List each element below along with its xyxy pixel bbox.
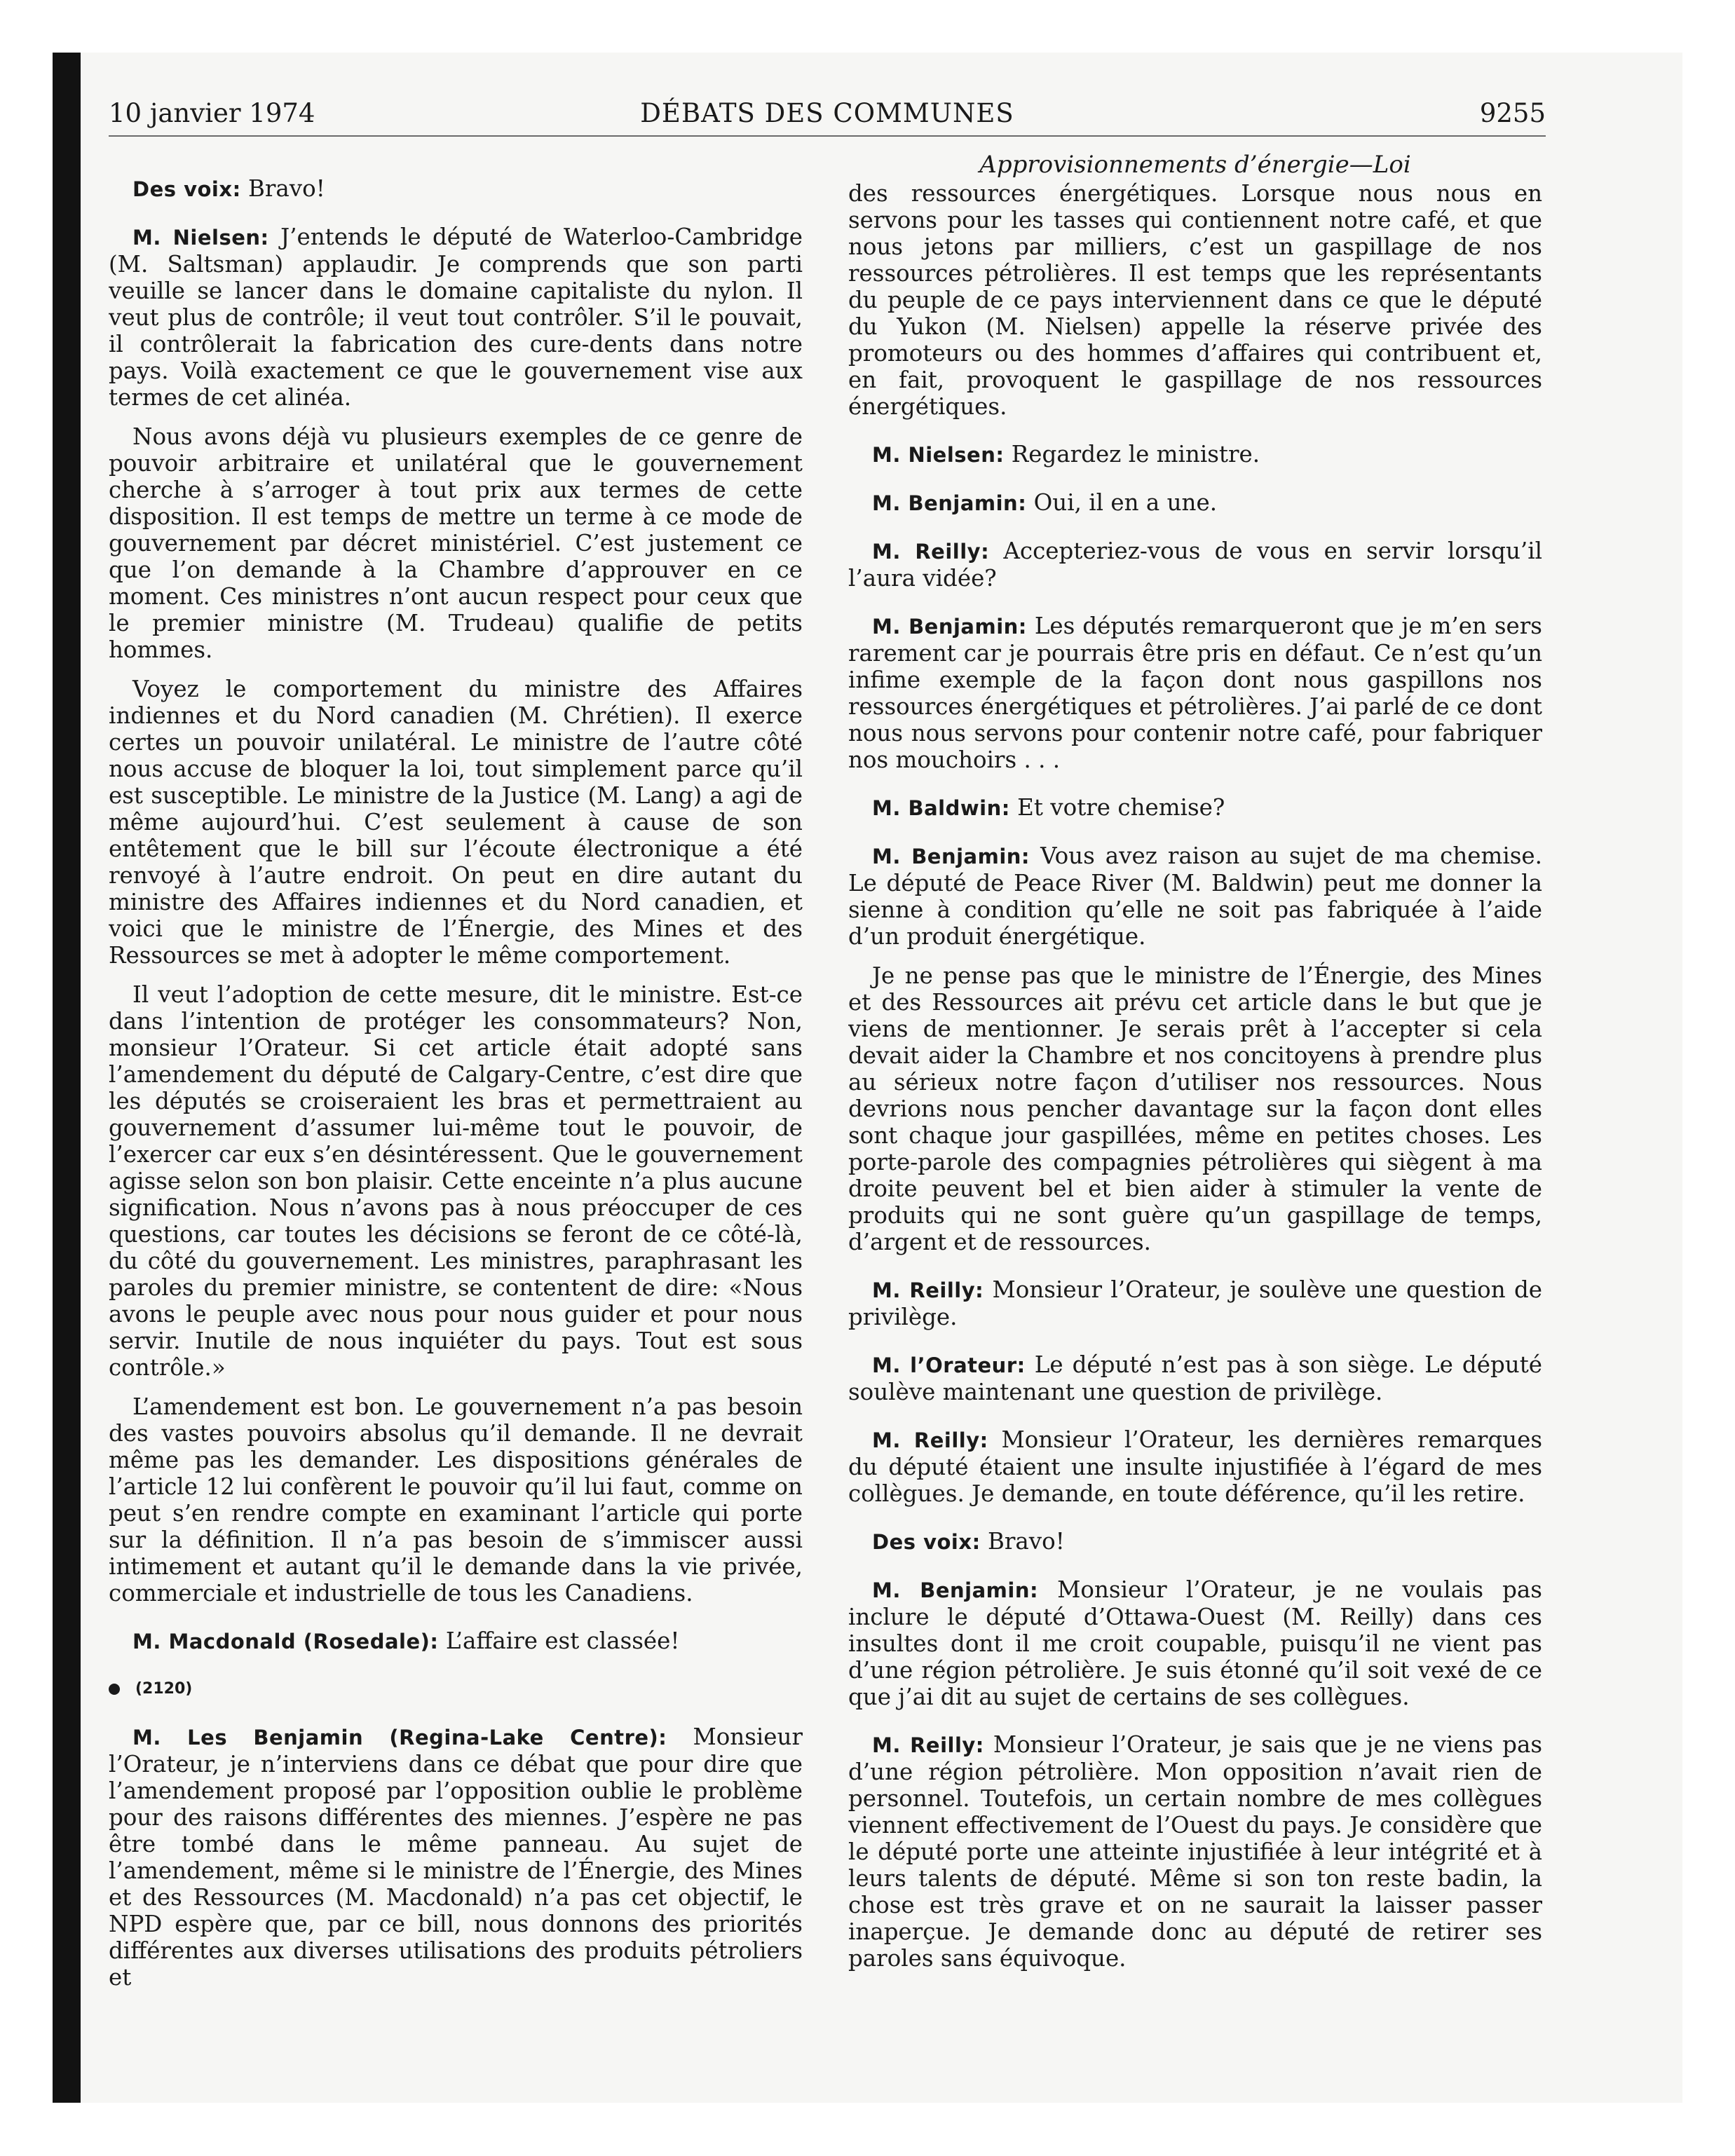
- speech-text: Vous avez raison au sujet de ma chemise. Le député de Peace River (M. Baldwin) peut me donner la sienne à condition qu’elle ne soit pas fabriquée à l’aide d’un produit énergétique.: [848, 842, 1542, 950]
- speech-text: Monsieur l’Orateur, je ne voulais pas inclure le député d’Ottawa-Ouest (M. Reilly) dans ces insultes dont il me croit coupable, puisqu’il ne vient pas d’une région pétrolière. Je suis étonné qu’il soit vexé de ce que j’ai dit au sujet de certains de ses collègues.: [848, 1576, 1542, 1710]
- page-header: [109, 98, 1546, 140]
- speaker-name: M. Benjamin:: [872, 1578, 1039, 1602]
- speaker-name: M. Baldwin:: [872, 796, 1010, 820]
- paragraph: [848, 1731, 1542, 1972]
- paragraph: [848, 794, 1542, 821]
- paragraph: L’amendement est bon. Le gouvernement n’a pas besoin des vastes pouvoirs absolus qu’il demande. Il ne devrait même pas les demander. Les dispositions générales de l’article 12 lui confèrent le pouvoir qu’il lui faut, comme on peut s’en rendre compte en examinant l’article qui porte sur la définition. Il n’a pas besoin de s’immiscer aussi intimement et autant qu’il le demande dans la vie privée, commerciale et industrielle de tous les Canadiens.: [109, 1393, 803, 1606]
- paragraph: [848, 1351, 1542, 1405]
- speaker-name: M. Reilly:: [872, 540, 990, 564]
- speech-text: Monsieur l’Orateur, je soulève une question de privilège.: [848, 1276, 1542, 1330]
- bullet-icon: [109, 1684, 120, 1695]
- speech-text: L’affaire est classée!: [438, 1628, 680, 1654]
- speech-text: Regardez le ministre.: [1004, 441, 1260, 468]
- speech-text: Oui, il en a une.: [1026, 489, 1218, 516]
- paragraph: des ressources énergétiques. Lorsque nous nous en servons pour les tasses qui contiennent notre café, et que nous jetons par milliers, c’est un gaspillage de nos ressources pétrolières. Il est temps que les représentants du peuple de ce pays interviennent dans ce que le député du Yukon (M. Nielsen) appelle la réserve privée des promoteurs ou des hommes d’affaires qui contribuent et, en fait, provoquent le gaspillage de nos ressources énergétiques.: [848, 180, 1542, 420]
- paragraph: Il veut l’adoption de cette mesure, dit le ministre. Est-ce dans l’intention de protéger les consommateurs? Non, monsieur l’Orateur. Si cet article était adopté sans l’amendement du député de Calgary-Centre, c’est dire que les députés se croiseraient les bras et permettraient au gouvernement d’assumer lui-même tout le pouvoir, de l’exercer car eux s’en désintéressent. Que le gouvernement agisse selon son bon plaisir. Cette enceinte n’a plus aucune signification. Nous n’avons pas à nous préoccuper de ces questions, car toutes les décisions se feront de ce côté-là, du côté du gouvernement. Les ministres, paraphrasant les paroles du premier ministre, se contentent de dire: «Nous avons le peuple avec nous pour nous guider et pour nous servir. Inutile de nous inquiéter du pays. Tout est sous contrôle.»: [109, 981, 803, 1381]
- speech-text: Monsieur l’Orateur, les dernières remarques du député étaient une insulte injustifiée à l’égard de mes collègues. Je demande, en toute déférence, qu’il les retire.: [848, 1426, 1542, 1507]
- speaker-name: M. Reilly:: [872, 1733, 984, 1757]
- paragraph: [848, 441, 1542, 468]
- speaker-name: M. Les Benjamin (Regina-Lake Centre):: [132, 1726, 667, 1749]
- paragraph: [848, 489, 1542, 517]
- right-column: [848, 151, 1542, 2029]
- header-date: 10 janvier 1974: [109, 98, 315, 128]
- speaker-name: M. Nielsen:: [132, 226, 269, 250]
- speech-text: Accepteriez-vous de vous en servir lorsqu’il l’aura vidée?: [848, 538, 1542, 592]
- paragraph: [848, 842, 1542, 950]
- paragraph: [848, 1426, 1542, 1507]
- speech-text: Monsieur l’Orateur, je n’interviens dans ce débat que pour dire que l’amendement proposé par l’opposition oublie le problème pour des raisons différentes des miennes. J’espère ne pas être tombé dans le même panneau. Au sujet de l’amendement, même si le ministre de l’Énergie, des Mines et des Ressources (M. Macdonald) n’a pas cet objectif, le NPD espère que, par ce bill, nous donnons des priorités différentes aux diverses utilisations des produits pétroliers et: [109, 1724, 803, 1991]
- speaker-name: M. Nielsen:: [872, 443, 1005, 467]
- speech-text: Bravo!: [980, 1528, 1065, 1555]
- speaker-name: M. Benjamin:: [872, 615, 1027, 639]
- header-page-number: 9255: [1479, 98, 1546, 128]
- speaker-name: M. l’Orateur:: [872, 1353, 1026, 1377]
- speaker-name: M. Benjamin:: [872, 491, 1027, 515]
- paragraph: Voyez le comportement du ministre des Affaires indiennes et du Nord canadien (M. Chrétien). Il exerce certes un pouvoir unilatéral. Le ministre de l’autre côté nous accuse de bloquer la loi, tout simplement parce qu’il est susceptible. Le ministre de la Justice (M. Lang) a agi de même aujourd’hui. C’est seulement à cause de son entêtement que le bill sur l’écoute électronique a été renvoyé à l’autre endroit. On peut en dire autant du ministre des Affaires indiennes et du Nord canadien, et voici que le ministre de l’Énergie, des Mines et des Ressources se met à adopter le même comportement.: [109, 676, 803, 969]
- paragraph: [109, 224, 803, 411]
- time-marker-text: (2120): [135, 1680, 193, 1698]
- paragraph: [848, 1528, 1542, 1555]
- speech-text: J’entends le député de Waterloo-Cambridge (M. Saltsman) applaudir. Je comprends que son parti veuille se lancer dans le domaine capitaliste du nylon. Il veut plus de contrôle; il veut tout contrôler. S’il le pouvait, il contrôlerait la fabrication des cure-dents dans notre pays. Voilà exactement ce que le gouvernement vise aux termes de cet alinéa.: [109, 224, 803, 411]
- paragraph: [848, 1576, 1542, 1710]
- speaker-name: M. Benjamin:: [872, 845, 1030, 868]
- speech-text: Les députés remarqueront que je m’en sers rarement car je pourrais être pris en défaut. Ce n’est qu’un infime exemple de la façon dont nous gaspillons nos ressources énergétiques et pétrolières. J’ai parlé de ce dont nous nous servons pour contenir notre café, pour fabriquer nos mouchoirs . . .: [848, 613, 1542, 773]
- header-publication: DÉBATS DES COMMUNES: [640, 98, 1014, 128]
- paragraph: [848, 613, 1542, 773]
- time-marker: [109, 1676, 803, 1703]
- speech-text: Le député n’est pas à son siège. Le député soulève maintenant une question de privilège.: [848, 1351, 1542, 1405]
- left-column: [109, 175, 803, 2054]
- speech-text: Monsieur l’Orateur, je sais que je ne viens pas d’une région pétrolière. Mon opposition n’avait rien de personnel. Toutefois, un certain nombre de mes collègues viennent effectivement de l’Ouest du pays. Je considère que le député porte une atteinte injustifiée à leur intégrité et à leurs talents de député. Même si son ton reste badin, la chose est très grave et on ne saurait la laisser passer inaperçue. Je demande donc au député de retirer ses paroles sans équivoque.: [848, 1731, 1542, 1972]
- paragraph: [848, 538, 1542, 592]
- speaker-name: M. Reilly:: [872, 1278, 984, 1302]
- paragraph: [109, 1724, 803, 1991]
- paragraph: [848, 1276, 1542, 1330]
- speech-text: Bravo!: [240, 175, 325, 202]
- paragraph: Nous avons déjà vu plusieurs exemples de ce genre de pouvoir arbitraire et unilatéral que le gouvernement cherche à s’arroger à tout prix aux termes de cette disposition. Il est temps de mettre un terme à ce mode de gouvernement par décret ministériel. C’est justement ce que l’on demande à la Chambre d’approuver en ce moment. Ces ministres n’ont aucun respect pour ceux que le premier ministre (M. Trudeau) qualifie de petits hommes.: [109, 423, 803, 663]
- paragraph: [109, 1628, 803, 1655]
- scan-border: [53, 53, 81, 2103]
- speech-text: Et votre chemise?: [1009, 794, 1225, 821]
- paragraph: [109, 175, 803, 203]
- running-title: Approvisionnements d’énergie—Loi: [979, 151, 1411, 179]
- speaker-name: M. Reilly:: [872, 1428, 988, 1452]
- paragraph: Je ne pense pas que le ministre de l’Énergie, des Mines et des Ressources ait prévu cet article dans le but que je viens de mentionner. Je serais prêt à l’accepter si cela devait aider la Chambre et nos concitoyens à prendre plus au sérieux notre façon d’utiliser nos ressources. Nous devrions nous pencher davantage sur la façon dont elles sont chaque jour gaspillées, même en petites choses. Les porte-parole des compagnies pétrolières qui siègent à ma droite peuvent bel et bien aider à stimuler la vente de produits qui ne sont guère qu’un gaspillage de temps, d’argent et de ressources.: [848, 962, 1542, 1255]
- speaker-name: M. Macdonald (Rosedale):: [132, 1630, 439, 1653]
- header-rule: [109, 135, 1546, 137]
- speaker-name: Des voix:: [872, 1530, 981, 1554]
- speaker-name: Des voix:: [132, 177, 241, 201]
